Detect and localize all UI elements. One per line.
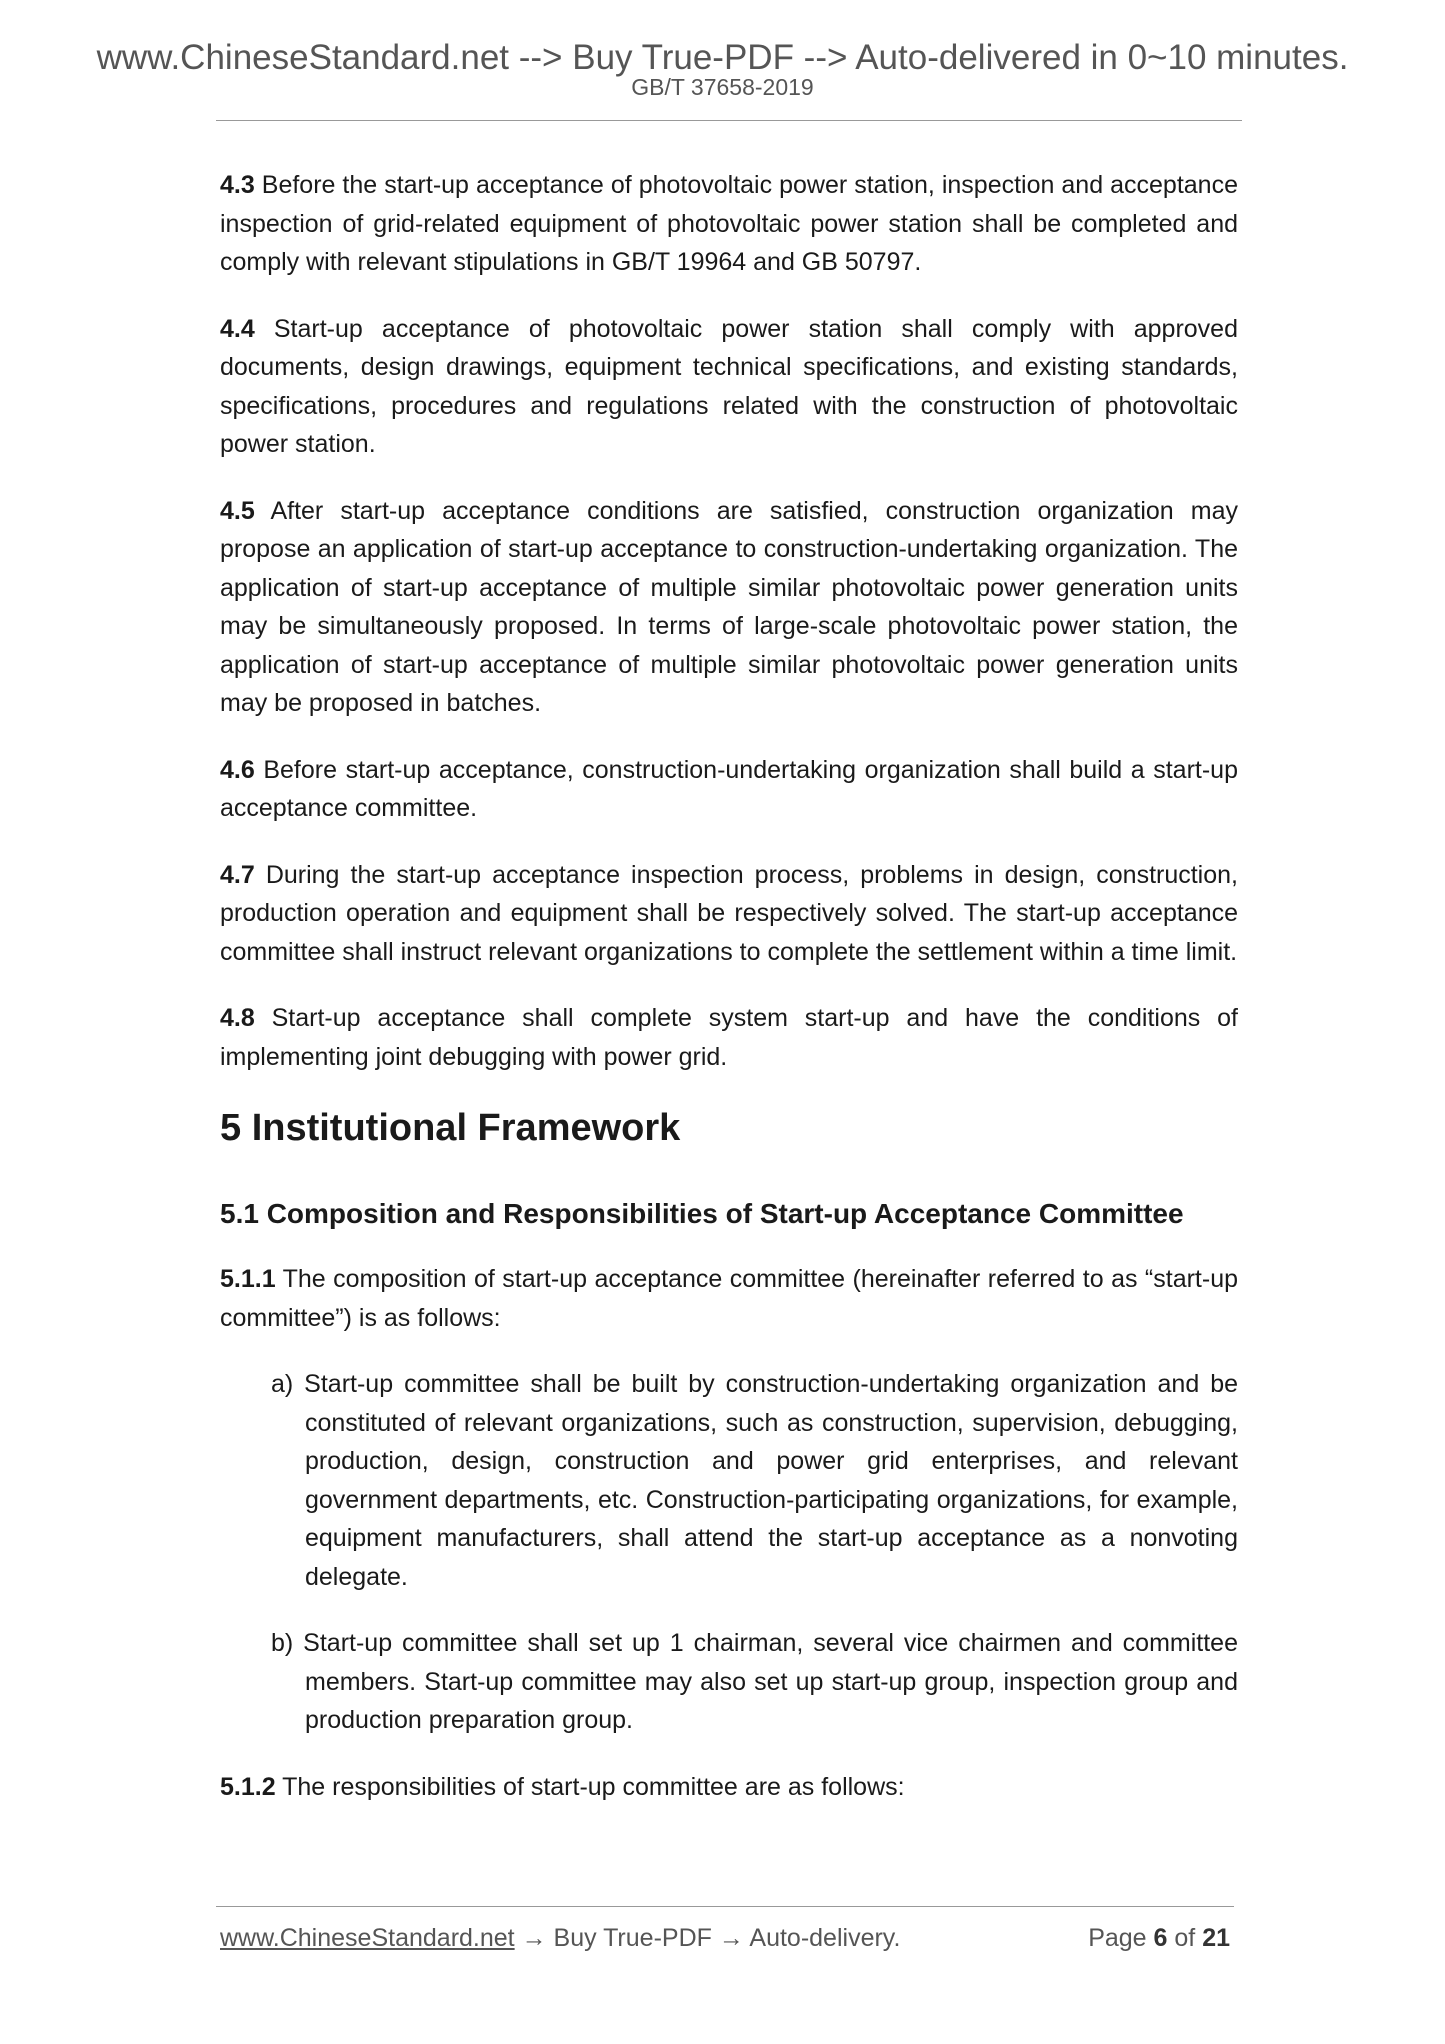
clause-number: 4.7	[220, 860, 255, 889]
footer-divider	[216, 1906, 1234, 1907]
clause-text: Start-up acceptance shall complete system start-up and have the conditions of implementing joint debugging with power grid.	[220, 1004, 1238, 1071]
clause-number: 4.6	[220, 755, 255, 784]
clause-text: Before start-up acceptance, construction-undertaking organization shall build a start-up acceptance committee.	[220, 755, 1238, 822]
page-label: Page	[1088, 1924, 1154, 1952]
of-label: of	[1167, 1924, 1203, 1952]
composition-list	[220, 1365, 1238, 1740]
site-banner: www.ChineseStandard.net --> Buy True-PDF --> Auto-delivered in 0~10 minutes.	[96, 38, 1349, 77]
clause-4-7	[220, 856, 1238, 972]
document-number: GB/T 37658-2019	[631, 74, 814, 100]
total-pages: 21	[1202, 1924, 1230, 1952]
section-5-heading: 5 Institutional Framework	[220, 1107, 681, 1149]
clause-text: The responsibilities of start-up committee are as follows:	[275, 1772, 905, 1801]
page-indicator	[1088, 1924, 1230, 1953]
footer-left	[220, 1924, 900, 1953]
clause-number: 4.4	[220, 314, 255, 343]
clause-number: 4.3	[220, 171, 255, 199]
clause-text: Before the start-up acceptance of photovoltaic power station, inspection and acceptance inspection of grid-related equipment of photovoltaic power station shall be completed and comply with relevant stipulations in GB/T 19964 and GB 50797.	[220, 171, 1238, 276]
clause-number: 5.1.2	[220, 1772, 276, 1801]
clause-text: After start-up acceptance conditions are satisfied, construction organization may propose an application of start-up acceptance to construction-undertaking organization. The application of start-up acceptance of multiple similar photovoltaic power generation units may be simultaneously proposed. In terms of large-scale photovoltaic power station, the application of start-up acceptance of multiple similar photovoltaic power generation units may be proposed in batches.	[220, 496, 1238, 717]
clause-text: During the start-up acceptance inspection process, problems in design, construction, production operation and equipment shall be respectively solved. The start-up acceptance committee shall instruct relevant organizations to complete the settlement within a time limit.	[220, 860, 1238, 966]
clause-4-5	[220, 492, 1238, 723]
clause-number: 4.5	[220, 496, 255, 525]
footer-tagline: → Buy True-PDF → Auto-delivery.	[514, 1924, 901, 1952]
list-item: b) Start-up committee shall set up 1 chairman, several vice chairmen and committee members. Start-up committee may also set up start-up group, inspection group and production preparation group.	[271, 1629, 1238, 1734]
site-link[interactable]: www.ChineseStandard.net	[220, 1924, 515, 1952]
current-page: 6	[1153, 1924, 1168, 1952]
clause-number: 4.8	[220, 1004, 255, 1032]
clause-text: The composition of start-up acceptance committee (hereinafter referred to as “start-up committee”) is as follows:	[220, 1265, 1238, 1332]
clause-4-4	[220, 310, 1238, 464]
section-5-1-heading: 5.1 Composition and Responsibilities of Start-up Acceptance Committee	[220, 1198, 1184, 1229]
clause-4-8	[220, 999, 1238, 1076]
list-item: a) Start-up committee shall be built by construction-undertaking organization and be constituted of relevant organizations, such as construction, supervision, debugging, production, design, construction and power grid enterprises, and relevant government departments, etc. Construction-participating organizations, for example, equipment manufacturers, shall attend the start-up acceptance as a nonvoting delegate.	[271, 1370, 1238, 1591]
clause-text: Start-up acceptance of photovoltaic power station shall comply with approved documents, design drawings, equipment technical specifications, and existing standards, specifications, procedures and regulations related with the construction of photovoltaic power station.	[220, 314, 1238, 458]
header-divider	[216, 120, 1242, 121]
clause-4-6	[220, 751, 1238, 828]
clause-5-1-2	[220, 1768, 1238, 1807]
clause-number: 5.1.1	[220, 1265, 276, 1293]
clause-5-1-1	[220, 1260, 1238, 1337]
clause-4-3	[220, 166, 1238, 282]
page-footer	[220, 1924, 1230, 1953]
page-body	[220, 166, 1238, 1834]
